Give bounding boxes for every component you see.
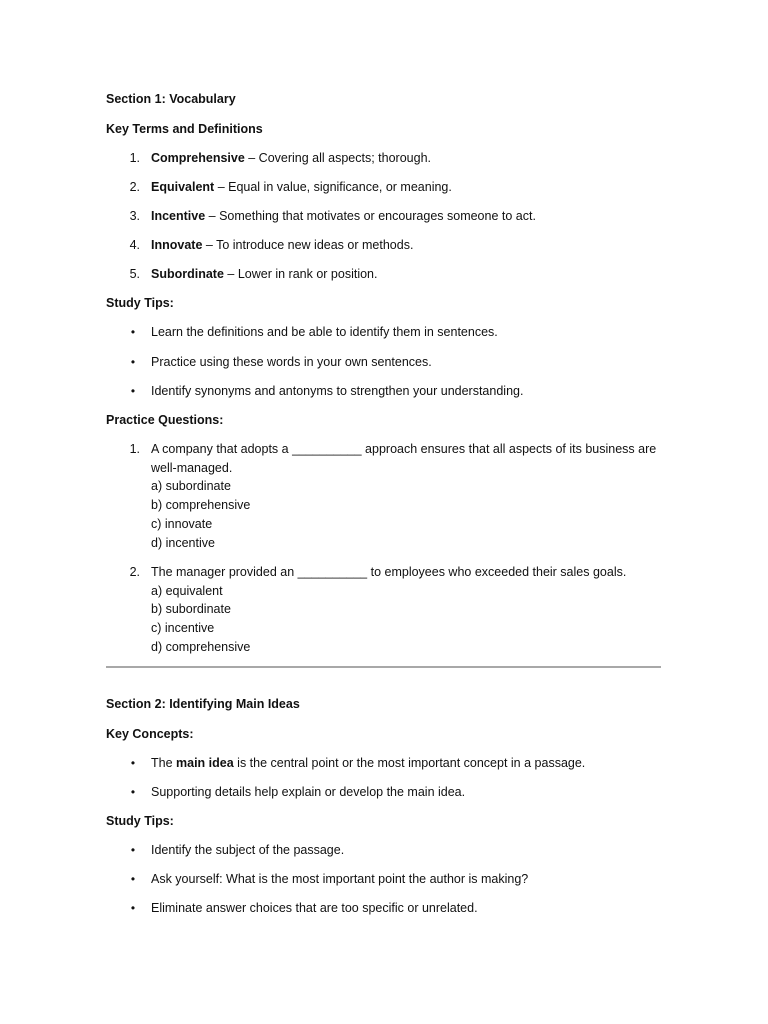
answer-option: c) innovate — [151, 517, 213, 531]
section-divider — [106, 666, 661, 668]
list-item — [151, 236, 413, 255]
term-definition: – Something that motivates or encourages someone to act. — [205, 209, 536, 223]
term-definition: – To introduce new ideas or methods. — [202, 238, 414, 252]
term-definition: – Equal in value, significance, or meaning. — [214, 180, 452, 194]
question-number: 2. — [129, 565, 140, 579]
bullet-icon: • — [130, 785, 136, 799]
list-item — [151, 178, 452, 197]
answer-option: c) incentive — [151, 621, 215, 635]
list-item: Learn the definitions and be able to identify them in sentences. — [151, 325, 498, 339]
list-item: Eliminate answer choices that are too specific or unrelated. — [151, 901, 478, 915]
list-item: Supporting details help explain or develop the main idea. — [151, 785, 466, 799]
list-item: Ask yourself: What is the most important point the author is making? — [151, 872, 529, 886]
answer-option: d) incentive — [151, 536, 215, 550]
bullet-icon: • — [130, 384, 136, 398]
term-number: 1. — [129, 151, 140, 165]
question-number: 1. — [129, 442, 140, 456]
answer-option: b) comprehensive — [151, 498, 251, 512]
list-item — [151, 207, 536, 226]
question-text-continued: well-managed. — [151, 461, 233, 475]
bullet-icon: • — [130, 756, 136, 770]
term-word: Comprehensive — [151, 151, 245, 165]
concept-bold-text: main idea — [176, 756, 234, 770]
study-tips-heading: Study Tips: — [106, 814, 174, 828]
term-number: 3. — [129, 209, 140, 223]
study-tips-heading: Study Tips: — [106, 296, 174, 310]
list-item — [151, 149, 431, 168]
list-item — [151, 754, 585, 773]
answer-option: d) comprehensive — [151, 640, 251, 654]
term-word: Subordinate — [151, 267, 224, 281]
section2-title: Section 2: Identifying Main Ideas — [106, 697, 300, 711]
bullet-icon: • — [130, 901, 136, 915]
term-number: 5. — [129, 267, 140, 281]
term-number: 2. — [129, 180, 140, 194]
term-number: 4. — [129, 238, 140, 252]
bullet-icon: • — [130, 872, 136, 886]
answer-option: a) subordinate — [151, 479, 231, 493]
list-item: Identify synonyms and antonyms to strengthen your understanding. — [151, 384, 524, 398]
term-definition: – Lower in rank or position. — [223, 267, 378, 281]
question-text: The manager provided an __________ to employees who exceeded their sales goals. — [151, 565, 627, 579]
term-definition: – Covering all aspects; thorough. — [244, 151, 431, 165]
answer-option: a) equivalent — [151, 584, 223, 598]
bullet-icon: • — [130, 325, 136, 339]
question-text: A company that adopts a __________ approach ensures that all aspects of its business are — [151, 442, 657, 456]
concept-text: is the central point or the most important concept in a passage. — [233, 756, 586, 770]
term-word: Incentive — [151, 209, 206, 223]
section1-title: Section 1: Vocabulary — [106, 92, 236, 106]
bullet-icon: • — [130, 355, 136, 369]
term-word: Innovate — [151, 238, 203, 252]
concept-text: The — [151, 756, 177, 770]
list-item: Identify the subject of the passage. — [151, 843, 345, 857]
key-concepts-heading: Key Concepts: — [106, 727, 194, 741]
key-terms-heading: Key Terms and Definitions — [106, 122, 263, 136]
practice-questions-heading: Practice Questions: — [106, 413, 224, 427]
bullet-icon: • — [130, 843, 136, 857]
list-item: Practice using these words in your own sentences. — [151, 355, 432, 369]
list-item — [151, 265, 377, 284]
term-word: Equivalent — [151, 180, 215, 194]
answer-option: b) subordinate — [151, 602, 231, 616]
